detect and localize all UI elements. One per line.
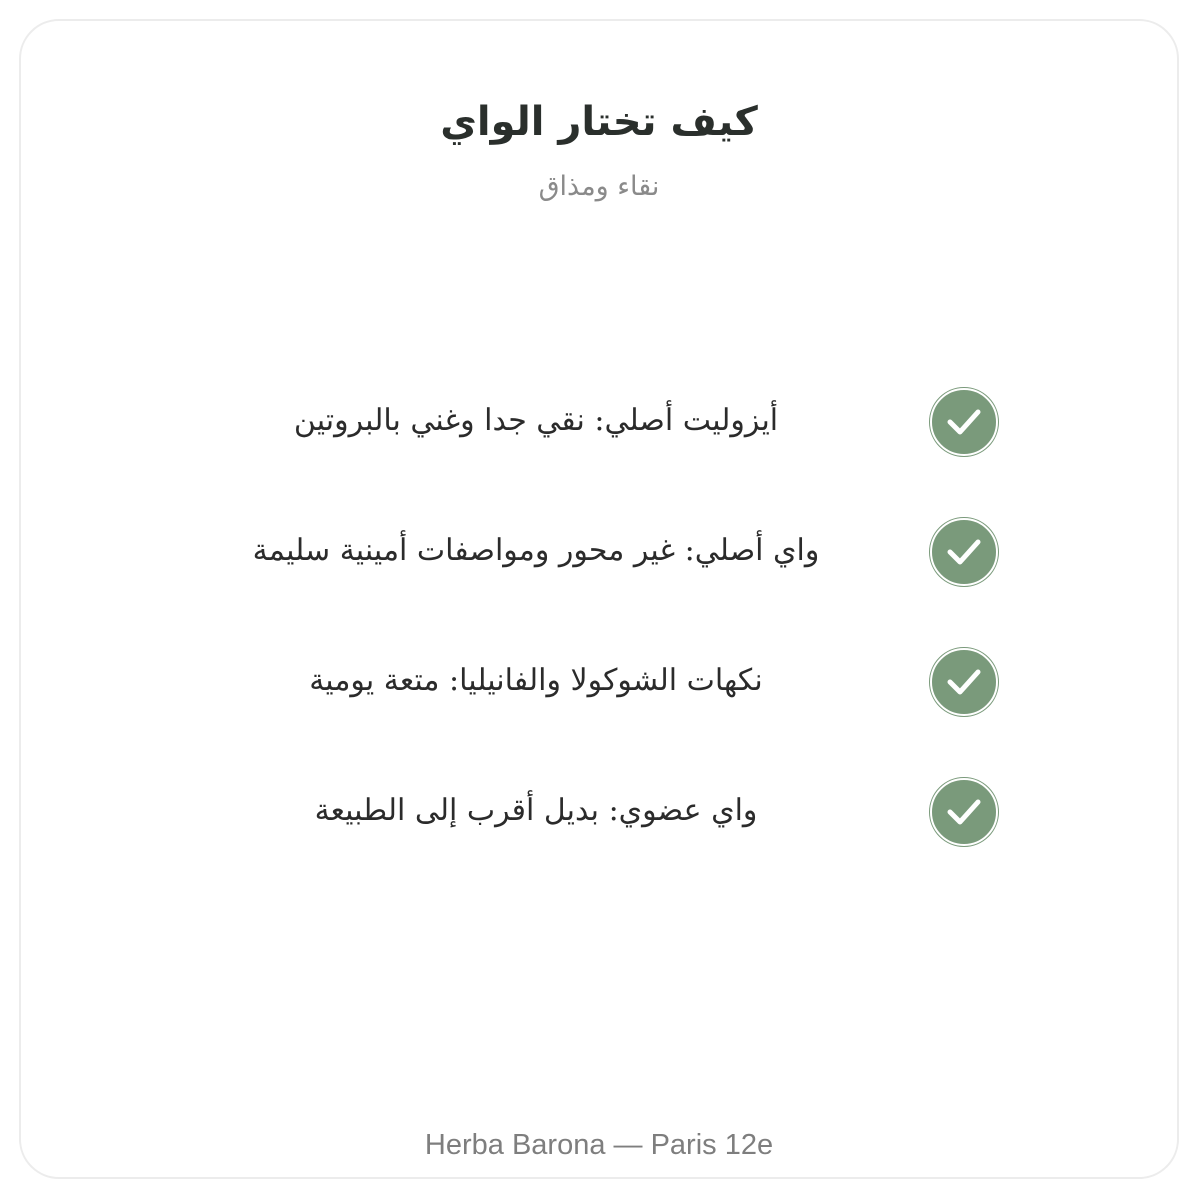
page-subtitle: نقاء ومذاق [538, 171, 660, 202]
page-title: كيف تختار الواي [440, 99, 758, 145]
check-circle-icon [930, 648, 998, 716]
list-item-label: نكهات الشوكولا والفانيليا: متعة يومية [309, 663, 763, 698]
list-item-label: واي أصلي: غير محور ومواصفات أمينية سليمة [252, 533, 820, 568]
check-circle-icon [930, 518, 998, 586]
checklist [21, 366, 1177, 886]
list-item-label: واي عضوي: بديل أقرب إلى الطبيعة [314, 793, 758, 828]
check-circle-icon [930, 778, 998, 846]
list-item-label: أيزوليت أصلي: نقي جدا وغني بالبروتين [293, 403, 779, 438]
info-card [19, 19, 1179, 1179]
list-item [21, 756, 1177, 886]
list-item [21, 626, 1177, 756]
list-item [21, 366, 1177, 496]
footer-text: Herba Barona — Paris 12e [424, 1129, 774, 1161]
check-circle-icon [930, 388, 998, 456]
list-item [21, 496, 1177, 626]
